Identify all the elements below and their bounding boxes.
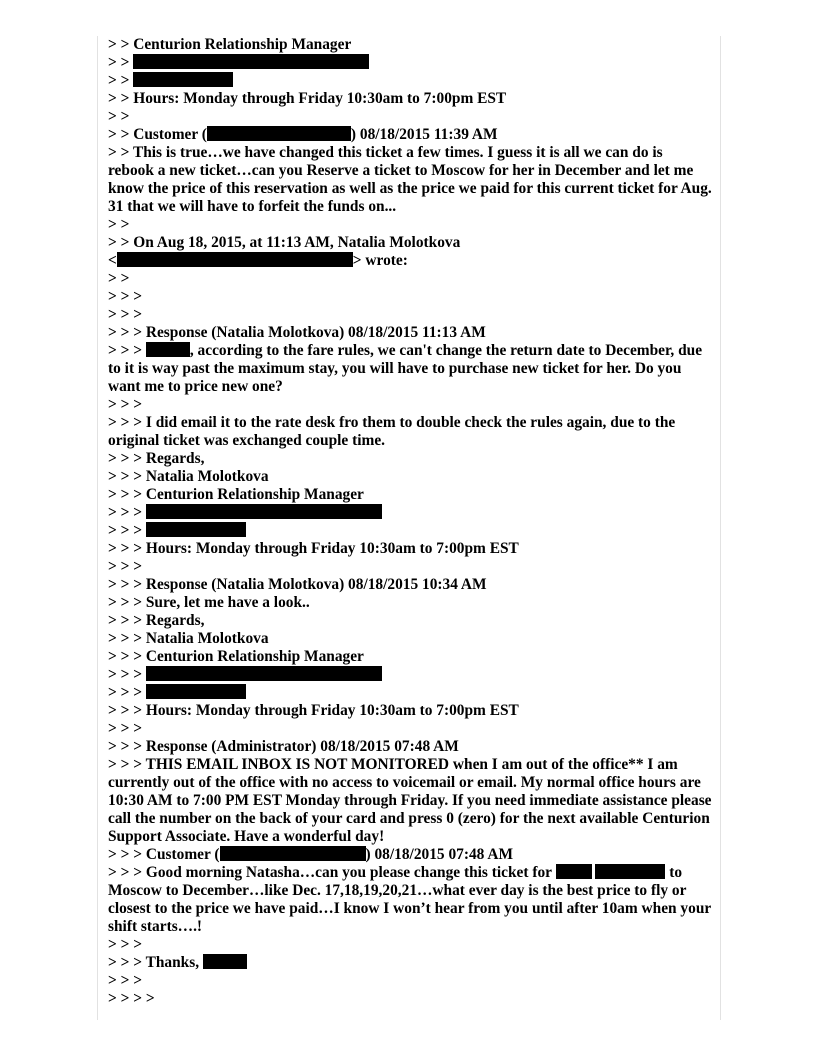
email-line: > > > Natalia Molotkova <box>108 630 269 647</box>
email-line: > > > Customer ( ) 08/18/2015 07:48 AM <box>108 846 513 863</box>
email-line: > > > THIS EMAIL INBOX IS NOT MONITORED when I am out of the office** I am currently out of the office with no access to voicemail or email. My normal office hours are 10:30 AM to 7:00 PM EST Monday through Friday. If you need immediate assistance please call the number on the back of your card and press 0 (zero) for the next available Centurion Support Associate. Have a wonderful day! <box>108 756 712 845</box>
email-line: > > Centurion Relationship Manager <box>108 36 352 53</box>
email-line: > > > Response (Natalia Molotkova) 08/18/2015 10:34 AM <box>108 576 487 593</box>
email-line: > > On Aug 18, 2015, at 11:13 AM, Natalia Molotkova <box>108 234 461 251</box>
email-line: > > This is true…we have changed this ticket a few times. I guess it is all we can do is rebook a new ticket…can you Reserve a ticket to Moscow for her in December and let me know the price of this reservation as well as the price we paid for this current ticket for Aug. 31 that we will have to forfeit the funds on... <box>108 144 712 215</box>
email-line: > > Customer ( ) 08/18/2015 11:39 AM <box>108 126 498 143</box>
email-line: > > <box>108 54 712 72</box>
email-line: > > > <box>108 522 712 540</box>
redaction-bar <box>207 126 351 141</box>
redaction-bar <box>133 54 369 69</box>
email-line: > > > <box>108 972 143 989</box>
email-line: > > > Natalia Molotkova <box>108 468 269 485</box>
redaction-bar <box>203 954 247 969</box>
email-line: > > > Hours: Monday through Friday 10:30am to 7:00pm EST <box>108 540 519 557</box>
email-line: > > > > <box>108 990 155 1007</box>
email-line: > > > <box>108 558 143 575</box>
email-line: > > > Regards, <box>108 612 205 629</box>
redaction-bar <box>556 864 592 879</box>
email-line: > > <box>108 72 712 90</box>
email-line: > > > <box>108 288 143 305</box>
email-line: > > > Good morning Natasha…can you please change this ticket for to Moscow to December…like Dec. 17,18,19,20,21…what ever day is the best price to fly or closest to the price we have paid…I know I won’t hear from you until after 10am when your shift starts….! <box>108 864 711 935</box>
email-line: > > Hours: Monday through Friday 10:30am to 7:00pm EST <box>108 90 507 107</box>
redaction-bar <box>220 846 366 861</box>
redaction-bar <box>146 684 246 699</box>
email-line: > > > <box>108 666 712 684</box>
redaction-bar <box>595 864 665 879</box>
email-line: > > > Thanks, <box>108 954 712 972</box>
redaction-bar <box>133 72 233 87</box>
email-line: > > > Response (Natalia Molotkova) 08/18/2015 11:13 AM <box>108 324 486 341</box>
email-line: > > > Hours: Monday through Friday 10:30am to 7:00pm EST <box>108 702 519 719</box>
email-line: > > > Centurion Relationship Manager <box>108 486 364 503</box>
email-line: > > > , according to the fare rules, we can't change the return date to December, due to it is way past the maximum stay, you will have to purchase new ticket for her. Do you want me to price new one? <box>108 342 703 395</box>
email-line: > > > <box>108 306 143 323</box>
email-line: > > > <box>108 504 712 522</box>
email-line: < > wrote: <box>108 252 408 269</box>
email-line: > > > Sure, let me have a look.. <box>108 594 310 611</box>
email-line: > > > Regards, <box>108 450 205 467</box>
email-line: > > <box>108 270 130 287</box>
email-line: > > > Response (Administrator) 08/18/2015 07:48 AM <box>108 738 459 755</box>
email-line: > > > Centurion Relationship Manager <box>108 648 364 665</box>
email-thread <box>108 36 712 1008</box>
email-line: > > > I did email it to the rate desk fro them to double check the rules again, due to the original ticket was exchanged couple time. <box>108 414 676 449</box>
email-line: > > > <box>108 684 712 702</box>
email-line: > > > <box>108 936 143 953</box>
redaction-bar <box>117 252 353 267</box>
redaction-bar <box>146 522 246 537</box>
email-line: > > > <box>108 396 143 413</box>
redaction-bar <box>146 504 382 519</box>
redaction-bar <box>146 666 382 681</box>
email-line: > > <box>108 216 130 233</box>
email-line: > > <box>108 108 130 125</box>
email-line: > > > <box>108 720 143 737</box>
redaction-bar <box>146 342 190 357</box>
